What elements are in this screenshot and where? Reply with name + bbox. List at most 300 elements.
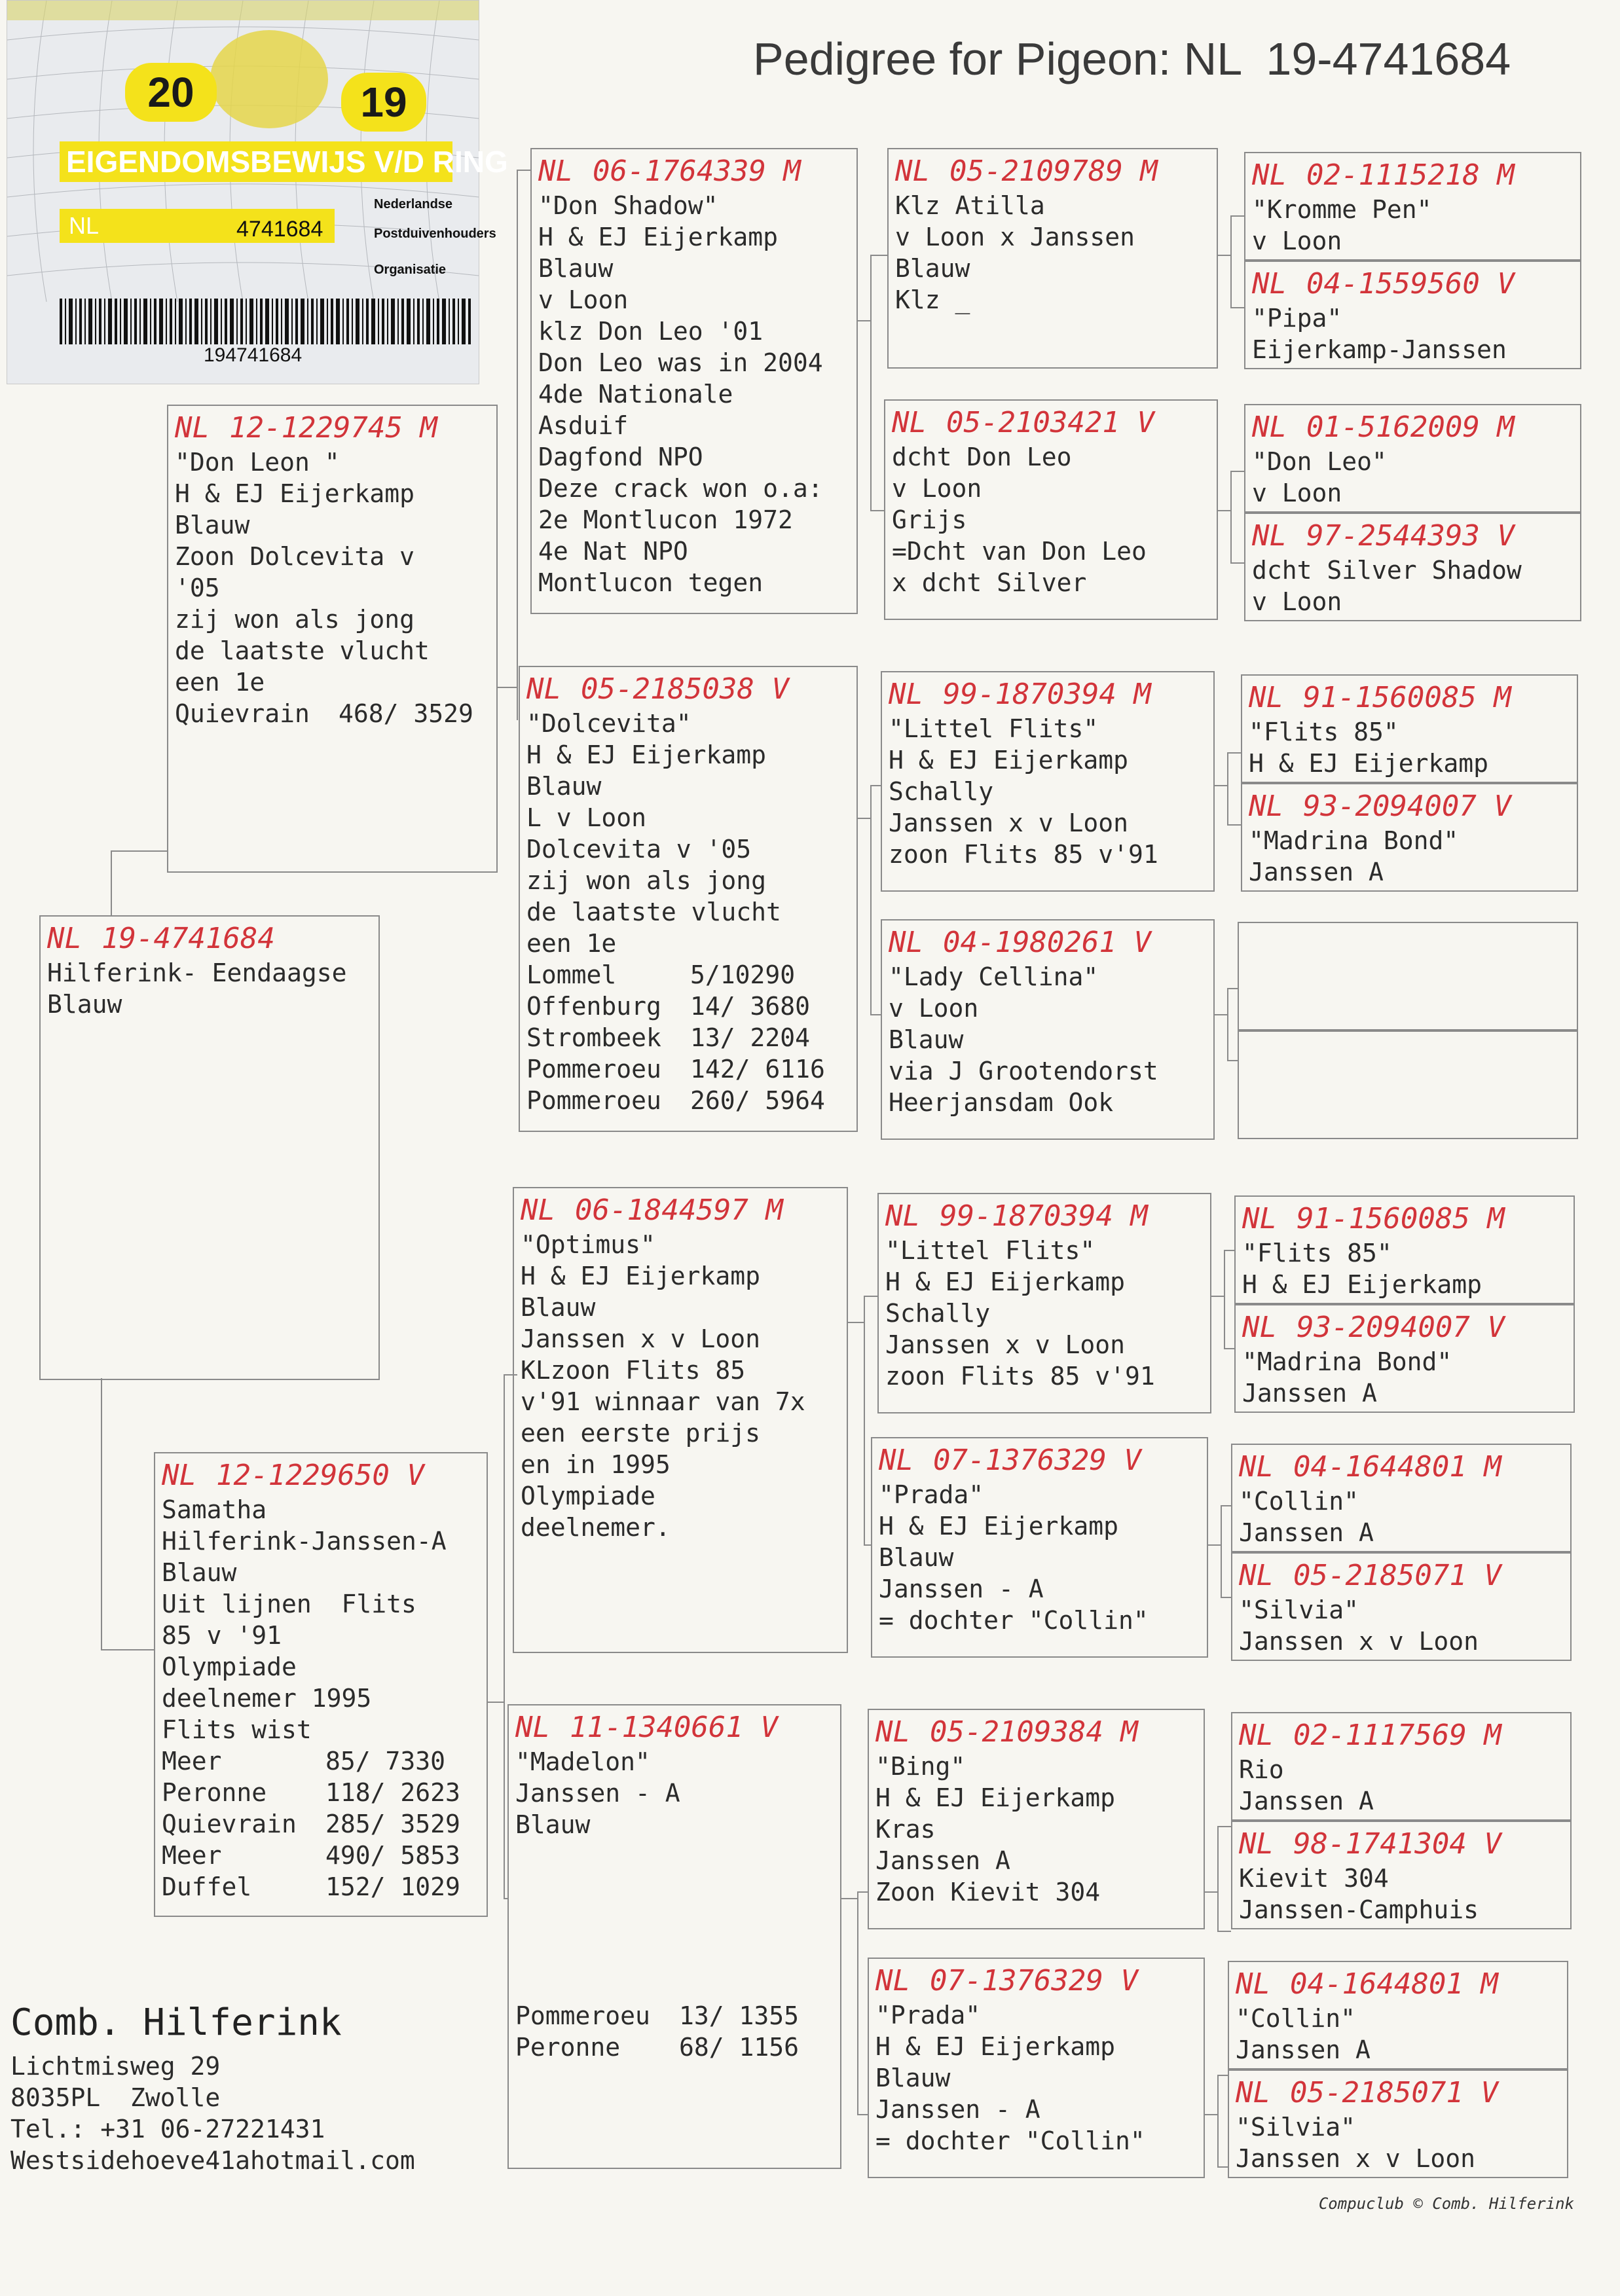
page-title: Pedigree for Pigeon: NL 19-4741684: [753, 33, 1511, 84]
pedigree-text-line: H & EJ Eijerkamp: [875, 2032, 1116, 2061]
ring-number: 05-2185071 V: [1289, 2076, 1498, 2109]
pedigree-text-line: H & EJ Eijerkamp: [879, 1512, 1119, 1540]
ring-number: 04-1644801 M: [1289, 1967, 1498, 2001]
gen4-box-6[interactable]: [1241, 783, 1578, 892]
org-line-3: Organisatie: [374, 263, 447, 277]
pedigree-text-line: Janssen A: [1236, 2035, 1371, 2064]
fm-box-ring: [526, 671, 850, 708]
race-place: 260/ 5964: [690, 1086, 825, 1115]
ring-country: NL: [1249, 681, 1283, 714]
gen4-box-9[interactable]: [1234, 1195, 1575, 1304]
race-results: [526, 959, 850, 1116]
ring-number: 91-1560085 M: [1296, 1202, 1505, 1235]
pedigree-text-line: H & EJ Eijerkamp: [889, 746, 1129, 774]
ring-country: NL: [1239, 1719, 1274, 1752]
ring-country: NL: [892, 406, 927, 439]
gen4-box-10-ring: [1242, 1309, 1567, 1346]
ring-number: 97-2544393 V: [1306, 519, 1515, 553]
owner-name: Comb. Hilferink: [10, 2001, 342, 2044]
pedigree-text-line: via J Grootendorst: [889, 1057, 1158, 1085]
gen4-box-3-ring: [1252, 409, 1574, 446]
race-place: 68/ 1156: [679, 2033, 800, 2062]
gen3-box-7-ring: [875, 1714, 1197, 1751]
ring-country: NL: [1242, 1311, 1277, 1344]
pedigree-text-line: Kras: [875, 1815, 936, 1844]
pedigree-text-line: "Optimus": [521, 1230, 655, 1259]
pedigree-text-line: zij won als jong: [175, 605, 415, 634]
pedigree-text-line: Heerjansdam Ook: [889, 1088, 1114, 1117]
ring-country: NL: [538, 155, 573, 188]
ring-number: 04-1980261 V: [942, 926, 1151, 959]
race-result-row: [162, 1777, 480, 1808]
pedigree-text-line: '05: [175, 574, 220, 602]
pedigree-text-line: v Loon: [1252, 479, 1342, 507]
mf-box-ring: [521, 1192, 840, 1229]
race-result-row: [526, 959, 850, 991]
ring-number: 05-2185071 V: [1293, 1559, 1501, 1592]
pedigree-text-line: klz Don Leo '01: [538, 317, 764, 346]
pedigree-text-line: "Pipa": [1252, 304, 1342, 333]
pedigree-text-line: v Loon: [538, 285, 629, 314]
pedigree-text-line: "Prada": [875, 2001, 981, 2030]
gen4-box-6-ring: [1249, 788, 1570, 825]
gen4-box-4[interactable]: [1244, 513, 1581, 621]
subject-box-ring: [47, 920, 372, 957]
pedigree-text-line: H & EJ Eijerkamp: [526, 740, 767, 769]
pedigree-text-line: H & EJ Eijerkamp: [1249, 749, 1489, 778]
race-name: Pommeroeu: [526, 1086, 661, 1115]
race-place: 490/ 5853: [325, 1841, 460, 1870]
pedigree-text-line: de laatste vlucht: [175, 636, 430, 665]
ring-number: 98-1741304 V: [1293, 1827, 1501, 1861]
pedigree-text-line: Janssen x v Loon: [889, 809, 1129, 837]
ring-number: 99-1870394 M: [939, 1199, 1148, 1233]
ring-number: 19-4741684: [101, 922, 275, 955]
ring-number: 93-2094007 V: [1302, 790, 1511, 823]
race-name: Peronne: [162, 1778, 267, 1807]
lion-emblem: [210, 30, 328, 128]
pedigree-text-line: Blauw: [515, 1810, 591, 1839]
pedigree-text-line: v Loon: [889, 994, 979, 1023]
race-name: Duffel: [162, 1872, 252, 1901]
race-result-row: [162, 1840, 480, 1871]
gen4-box-5[interactable]: [1241, 674, 1578, 783]
ring-number: 11-1340661 V: [569, 1711, 778, 1744]
pedigree-text-line: "Madrina Bond": [1242, 1347, 1452, 1376]
gen3-box-5-ring: [885, 1198, 1204, 1235]
pedigree-text-line: v'91 winnaar van 7x: [521, 1387, 805, 1416]
pedigree-text-line: "Bing": [875, 1752, 966, 1781]
pedigree-text-line: Zoon Dolcevita v: [175, 542, 415, 571]
ring-number: 99-1870394 M: [942, 678, 1151, 711]
gen4-box-13-ring: [1239, 1717, 1564, 1754]
ring-number: 93-2094007 V: [1296, 1311, 1505, 1344]
gen3-box-5[interactable]: [877, 1193, 1211, 1413]
pedigree-text-line: Blauw: [895, 254, 970, 283]
ring-country: NL: [895, 155, 930, 188]
race-result-row: [162, 1745, 480, 1777]
pedigree-text-line: Olympiade: [521, 1482, 655, 1510]
ring-country: NL: [885, 1199, 920, 1233]
pedigree-text-line: Schally: [889, 777, 994, 806]
race-place: 285/ 3529: [325, 1810, 460, 1838]
gen4-box-16[interactable]: [1228, 2069, 1568, 2178]
pedigree-text-line: "Dolcevita": [526, 709, 691, 738]
pedigree-text-line: Schally: [885, 1299, 991, 1328]
race-name: Pommeroeu: [526, 1055, 661, 1084]
pedigree-text-line: Blauw: [521, 1293, 596, 1322]
pedigree-text-line: H & EJ Eijerkamp: [1242, 1270, 1482, 1299]
pedigree-text-line: "Collin": [1239, 1487, 1359, 1516]
ring-number: 91-1560085 M: [1302, 681, 1511, 714]
pedigree-text-line: Deze crack won o.a:: [538, 474, 823, 503]
race-result-row: [515, 2000, 799, 2032]
ring-year-left: 20: [125, 63, 217, 122]
gen4-box-10[interactable]: [1234, 1304, 1575, 1413]
pedigree-text-line: Dagfond NPO: [538, 443, 703, 471]
pedigree-text-line: Hilferink- Eendaagse: [47, 958, 347, 987]
gen4-box-8[interactable]: [1238, 1030, 1578, 1139]
pedigree-text-line: dcht Don Leo: [892, 443, 1072, 471]
credit-line: Compuclub © Comb. Hilferink: [1318, 2195, 1574, 2213]
gen4-box-14-ring: [1239, 1826, 1564, 1863]
ff-box-ring: [538, 153, 850, 190]
pedigree-text-line: Hilferink-Janssen-A: [162, 1527, 447, 1556]
mother-box[interactable]: [154, 1452, 488, 1917]
gen3-box-1-ring: [895, 153, 1210, 190]
pedigree-text-line: "Madelon": [515, 1747, 650, 1776]
ring-number: 05-2185038 V: [580, 672, 789, 706]
gen4-box-1-ring: [1252, 157, 1574, 194]
pedigree-text-line: Montlucon tegen: [538, 568, 764, 597]
pedigree-text-line: Blauw: [889, 1025, 964, 1054]
pedigree-text-line: deelnemer 1995: [162, 1684, 372, 1713]
race-result-row: [526, 1085, 850, 1116]
ring-country: NL: [1242, 1202, 1277, 1235]
pedigree-text-line: "Flits 85": [1249, 718, 1399, 746]
race-result-row: [526, 991, 850, 1022]
ring-country: NL: [1252, 158, 1287, 192]
pedigree-text-line: Janssen x v Loon: [1239, 1627, 1479, 1656]
pedigree-text-line: v Loon: [892, 474, 982, 503]
gen3-box-2[interactable]: [884, 399, 1218, 620]
pedigree-text-line: = dochter "Collin": [875, 2126, 1145, 2155]
pedigree-text-line: dcht Silver Shadow: [1252, 556, 1522, 585]
mother-box-ring: [162, 1457, 480, 1494]
pedigree-text-line: H & EJ Eijerkamp: [875, 1783, 1116, 1812]
race-results: [515, 2000, 799, 2063]
pedigree-text-line: Blauw: [162, 1558, 237, 1587]
ring-year-right: 19: [341, 73, 426, 132]
father-box-ring: [175, 410, 490, 446]
race-name: Meer: [162, 1747, 222, 1776]
race-name: Meer: [162, 1841, 222, 1870]
pedigree-text-line: deelnemer.: [521, 1513, 671, 1542]
pedigree-text-line: Janssen A: [1249, 858, 1384, 886]
race-result-row: [162, 1808, 480, 1840]
gen3-box-4-ring: [889, 924, 1207, 961]
ring-country: NL: [1239, 1827, 1274, 1861]
race-name: Pommeroeu: [515, 2001, 650, 2030]
mf-box[interactable]: [513, 1187, 848, 1653]
race-place: 142/ 6116: [690, 1055, 825, 1084]
pedigree-text-line: Blauw: [47, 990, 122, 1019]
pedigree-text-line: 4de Nationale: [538, 380, 733, 409]
pedigree-text-line: Janssen - A: [515, 1779, 680, 1808]
race-name: Strombeek: [526, 1023, 661, 1052]
gen4-box-3[interactable]: [1244, 404, 1581, 513]
race-place: 468/ 3529: [339, 699, 473, 728]
ring-number: 02-1117569 M: [1293, 1719, 1501, 1752]
race-result-row: [175, 698, 490, 729]
race-name: Quievrain: [175, 699, 310, 728]
gen3-box-3[interactable]: [881, 671, 1215, 892]
pedigree-text-line: Eijerkamp-Janssen: [1252, 335, 1507, 364]
ring-number: 04-1559560 V: [1306, 267, 1515, 301]
gen4-box-5-ring: [1249, 680, 1570, 716]
pedigree-text-line: en in 1995: [521, 1450, 671, 1479]
race-place: 118/ 2623: [325, 1778, 460, 1807]
race-result-row: [526, 1053, 850, 1085]
race-place: 14/ 3680: [690, 992, 811, 1021]
ring-country: NL: [175, 411, 210, 445]
pedigree-text-line: =Dcht van Don Leo: [892, 537, 1147, 566]
race-name: Offenburg: [526, 992, 661, 1021]
pedigree-text-line: een 1e: [175, 668, 265, 697]
barcode-number: 194741684: [204, 344, 303, 366]
owner-email: Westsidehoeve41ahotmail.com: [10, 2146, 415, 2175]
ring-country: NL: [1236, 2076, 1270, 2109]
gen4-box-13[interactable]: [1231, 1712, 1572, 1821]
pedigree-text-line: Janssen x v Loon: [521, 1324, 761, 1353]
ring-number: 05-2109384 M: [929, 1715, 1138, 1749]
pedigree-text-line: Uit lijnen Flits: [162, 1590, 416, 1618]
race-results: [175, 698, 490, 729]
pedigree-text-line: een 1e: [526, 929, 617, 958]
subject-box[interactable]: [39, 915, 380, 1380]
ring-number: 07-1376329 V: [932, 1444, 1141, 1477]
gen4-box-8-ring: [1245, 1036, 1570, 1072]
pedigree-text-line: Janssen A: [875, 1846, 1010, 1875]
pedigree-text-line: Blauw: [538, 254, 614, 283]
pedigree-text-line: v Loon x Janssen: [895, 223, 1135, 251]
pedigree-text-line: v Loon: [1252, 227, 1342, 255]
pedigree-text-line: = dochter "Collin": [879, 1606, 1149, 1635]
pedigree-text-line: Janssen x v Loon: [1236, 2144, 1476, 2173]
race-place: 85/ 7330: [325, 1747, 446, 1776]
gen4-box-7[interactable]: [1238, 922, 1578, 1030]
race-name: Peronne: [515, 2033, 621, 2062]
gen4-box-11-ring: [1239, 1449, 1564, 1485]
pedigree-text-line: Klz Atilla: [895, 191, 1045, 220]
race-results: [162, 1745, 480, 1903]
pedigree-text-line: Samatha: [162, 1495, 267, 1524]
pedigree-text-line: Janssen - A: [879, 1575, 1044, 1603]
card-country: NL: [60, 209, 335, 243]
pedigree-text-line: "Littel Flits": [885, 1236, 1095, 1265]
gen4-box-2-ring: [1252, 266, 1574, 302]
pedigree-text-line: H & EJ Eijerkamp: [538, 223, 779, 251]
race-name: Quievrain: [162, 1810, 297, 1838]
ring-country: NL: [521, 1194, 555, 1227]
pedigree-text-line: "Lady Cellina": [889, 962, 1099, 991]
gen4-box-2[interactable]: [1244, 261, 1581, 369]
ring-country: NL: [526, 672, 561, 706]
fm-box[interactable]: [519, 666, 858, 1132]
org-line-2: Postduivenhouders: [374, 227, 496, 241]
gen3-box-8[interactable]: [868, 1958, 1205, 2178]
race-result-row: [162, 1871, 480, 1903]
pedigree-text-line: Blauw: [526, 772, 602, 801]
pedigree-text-line: Janssen A: [1239, 1518, 1374, 1547]
ring-country: NL: [889, 678, 923, 711]
gen4-box-15-ring: [1236, 1966, 1560, 2003]
pedigree-text-line: Blauw: [175, 511, 250, 539]
mm-box[interactable]: [507, 1704, 841, 2169]
gen3-box-1[interactable]: [887, 148, 1218, 369]
pedigree-text-line: Grijs: [892, 505, 967, 534]
gen4-box-4-ring: [1252, 518, 1574, 555]
pedigree-text-line: "Prada": [879, 1480, 984, 1509]
pedigree-text-line: Zoon Kievit 304: [875, 1878, 1101, 1906]
pedigree-text-line: "Silvia": [1236, 2113, 1356, 2141]
pedigree-text-line: Rio: [1239, 1755, 1284, 1784]
ring-country: NL: [1239, 1450, 1274, 1484]
gen4-box-9-ring: [1242, 1201, 1567, 1237]
pedigree-text-line: 2e Montlucon 1972: [538, 505, 793, 534]
barcode: [60, 299, 472, 344]
ff-box[interactable]: [530, 148, 858, 614]
ring-country: NL: [1236, 1967, 1270, 2001]
ring-number: 05-2109789 M: [949, 155, 1158, 188]
pedigree-text-line: een eerste prijs: [521, 1419, 761, 1448]
owner-street: Lichtmisweg 29: [10, 2052, 221, 2081]
pedigree-text-line: "Flits 85": [1242, 1239, 1392, 1267]
mm-box-ring: [515, 1709, 834, 1746]
ring-country: NL: [515, 1711, 550, 1744]
pedigree-text-line: "Don Leon ": [175, 448, 340, 477]
race-place: 13/ 1355: [679, 2001, 800, 2030]
pedigree-text-line: Kievit 304: [1239, 1864, 1389, 1893]
race-place: 5/10290: [690, 960, 796, 989]
ring-country: NL: [1252, 410, 1287, 444]
pedigree-text-line: "Silvia": [1239, 1595, 1359, 1624]
gen4-box-16-ring: [1236, 2075, 1560, 2111]
race-result-row: [515, 2032, 799, 2063]
pedigree-text-line: H & EJ Eijerkamp: [521, 1262, 761, 1290]
pedigree-text-line: x dcht Silver: [892, 568, 1087, 597]
pedigree-text-line: v Loon: [1252, 587, 1342, 616]
owner-phone: Tel.: +31 06-27221431: [10, 2115, 325, 2143]
pedigree-text-line: Janssen - A: [875, 2095, 1040, 2124]
org-line-1: Nederlandse: [374, 197, 453, 211]
pedigree-text-line: "Kromme Pen": [1252, 195, 1432, 224]
ring-country: NL: [1252, 267, 1287, 301]
pedigree-text-line: 85 v '91: [162, 1621, 282, 1650]
ring-country: NL: [879, 1444, 913, 1477]
gen4-box-12-ring: [1239, 1558, 1564, 1594]
gen4-box-7-ring: [1245, 927, 1570, 964]
ring-number: 07-1376329 V: [929, 1964, 1138, 1997]
ring-country: NL: [875, 1964, 910, 1997]
gen4-box-11[interactable]: [1231, 1444, 1572, 1552]
pedigree-text-line: zoon Flits 85 v'91: [885, 1362, 1155, 1391]
ring-number: 01-5162009 M: [1306, 410, 1515, 444]
gen4-box-1[interactable]: [1244, 152, 1581, 261]
pedigree-text-line: L v Loon: [526, 803, 647, 832]
owner-city: 8035PL Zwolle: [10, 2083, 221, 2112]
pedigree-text-line: "Littel Flits": [889, 714, 1099, 743]
ring-number: 06-1844597 M: [574, 1194, 783, 1227]
pedigree-text-line: Dolcevita v '05: [526, 835, 752, 864]
pedigree-text-line: zij won als jong: [526, 866, 767, 895]
pedigree-text-line: Flits wist: [162, 1715, 312, 1744]
ring-country: NL: [1239, 1559, 1274, 1592]
gen4-box-15[interactable]: [1228, 1961, 1568, 2069]
race-result-row: [526, 1022, 850, 1053]
pedigree-text-line: Janssen A: [1242, 1379, 1377, 1408]
father-box[interactable]: [167, 405, 498, 873]
pedigree-text-line: "Collin": [1236, 2004, 1356, 2033]
pedigree-text-line: Blauw: [875, 2064, 951, 2092]
ring-number: 12-1229650 V: [215, 1459, 424, 1492]
race-place: 152/ 1029: [325, 1872, 460, 1901]
pedigree-text-line: "Don Shadow": [538, 191, 718, 220]
ring-ownership-card: [7, 0, 508, 384]
pedigree-text-line: Don Leo was in 2004: [538, 348, 823, 377]
ring-number: 02-1115218 M: [1306, 158, 1515, 192]
card-label: EIGENDOMSBEWIJS V/D RING: [60, 141, 452, 182]
ring-country: NL: [889, 926, 923, 959]
card-ring-number: 4741684: [236, 217, 323, 242]
ring-number: 12-1229745 M: [229, 411, 437, 445]
pedigree-text-line: de laatste vlucht: [526, 898, 781, 926]
ring-country: NL: [47, 922, 82, 955]
race-place: 13/ 2204: [690, 1023, 811, 1052]
gen3-box-6[interactable]: [871, 1437, 1208, 1658]
ring-country: NL: [1252, 519, 1287, 553]
pedigree-text-line: Janssen-Camphuis: [1239, 1895, 1479, 1924]
pedigree-text-line: Asduif: [538, 411, 629, 440]
gen3-box-6-ring: [879, 1442, 1200, 1479]
pedigree-text-line: Olympiade: [162, 1652, 297, 1681]
ring-country: NL: [162, 1459, 196, 1492]
gen4-box-12[interactable]: [1231, 1552, 1572, 1661]
gen3-box-8-ring: [875, 1963, 1197, 1999]
gen3-box-3-ring: [889, 676, 1207, 713]
ring-number: 04-1644801 M: [1293, 1450, 1501, 1484]
pedigree-text-line: "Don Leo": [1252, 447, 1387, 476]
gen4-box-14[interactable]: [1231, 1821, 1572, 1929]
pedigree-text-line: H & EJ Eijerkamp: [885, 1267, 1126, 1296]
pedigree-text-line: zoon Flits 85 v'91: [889, 840, 1158, 869]
pedigree-text-line: H & EJ Eijerkamp: [175, 479, 415, 508]
pedigree-text-line: Klz _: [895, 285, 970, 314]
pedigree-text-line: 4e Nat NPO: [538, 537, 688, 566]
ring-number: 06-1764339 M: [592, 155, 801, 188]
pedigree-text-line: Janssen x v Loon: [885, 1330, 1126, 1359]
gen3-box-4[interactable]: [881, 919, 1215, 1140]
race-name: Lommel: [526, 960, 617, 989]
pedigree-text-line: "Madrina Bond": [1249, 826, 1459, 855]
ring-number: 05-2103421 V: [946, 406, 1154, 439]
pedigree-text-line: KLzoon Flits 85: [521, 1356, 746, 1385]
ring-country: NL: [1249, 790, 1283, 823]
ring-country: NL: [875, 1715, 910, 1749]
gen3-box-7[interactable]: [868, 1709, 1205, 1929]
pedigree-text-line: Janssen A: [1239, 1787, 1374, 1815]
gen3-box-2-ring: [892, 405, 1210, 441]
